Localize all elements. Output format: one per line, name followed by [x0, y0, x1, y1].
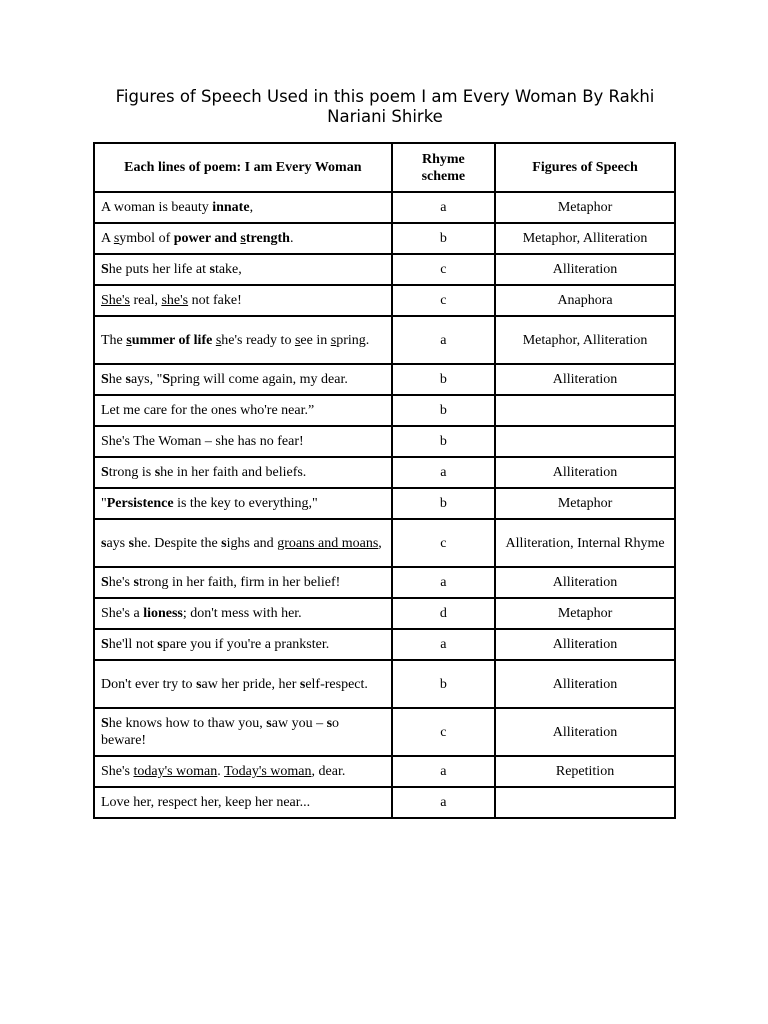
poem-line-cell — [95, 630, 393, 661]
figure-of-speech-cell: Metaphor, Alliteration — [496, 317, 674, 365]
poem-line-segment: s — [101, 535, 107, 551]
figures-of-speech-table — [93, 142, 676, 819]
figure-of-speech-cell: Alliteration — [496, 255, 674, 286]
poem-line-segment: elf-respect. — [305, 676, 368, 692]
figure-of-speech-cell: Alliteration — [496, 709, 674, 757]
rhyme-scheme-cell: a — [393, 317, 496, 365]
poem-line-segment: Let me care for the ones who're near.” — [101, 403, 315, 418]
poem-line-segment: s — [294, 332, 301, 348]
poem-line-segment: s — [154, 465, 161, 480]
rhyme-scheme-cell: b — [393, 489, 496, 520]
poem-line-segment: pring will come again, my dear. — [170, 372, 348, 387]
figure-of-speech-cell — [496, 788, 674, 817]
header-figures-of-speech: Figures of Speech — [496, 144, 674, 193]
rhyme-scheme-cell: b — [393, 365, 496, 396]
poem-line-segment: real, — [129, 293, 162, 308]
poem-line-segment: s — [326, 716, 333, 731]
table-row — [95, 661, 674, 709]
poem-line-segment: aw her pride, her — [201, 676, 300, 692]
poem-line-segment: he. Despite the — [134, 535, 222, 551]
poem-line-segment: Persistence — [106, 496, 174, 511]
poem-line-segment: She's — [101, 293, 130, 308]
poem-line-segment: pare you if you're a prankster. — [162, 637, 330, 652]
poem-line-segment: Today's woman — [224, 764, 312, 779]
poem-line-segment: s — [215, 332, 222, 348]
rhyme-scheme-cell: c — [393, 520, 496, 568]
poem-line-segment: She's a — [101, 606, 144, 621]
poem-line-segment: trong is — [108, 465, 155, 480]
poem-line-segment: s — [133, 575, 139, 590]
rhyme-scheme-cell: a — [393, 788, 496, 817]
poem-line-cell — [95, 396, 393, 427]
table-row — [95, 255, 674, 286]
poem-line-segment: Don't ever try to — [101, 676, 197, 692]
table-row — [95, 224, 674, 255]
poem-line-cell — [95, 661, 393, 709]
poem-line-segment: . — [289, 231, 294, 246]
poem-line-segment: is the key to everything," — [173, 496, 318, 511]
table-row — [95, 709, 674, 757]
poem-line-segment: Love her, respect her, keep her near... — [101, 795, 311, 810]
poem-line-segment: . — [217, 764, 225, 779]
poem-line-segment: S — [101, 575, 109, 590]
poem-line-segment: power and — [173, 231, 241, 246]
figure-of-speech-cell: Alliteration — [496, 661, 674, 709]
poem-line-segment: , — [378, 535, 382, 551]
poem-line-cell — [95, 757, 393, 788]
poem-line-segment: s — [299, 676, 306, 692]
poem-line-segment: pring. — [336, 332, 370, 348]
poem-line-cell — [95, 458, 393, 489]
poem-line-segment: ays — [106, 535, 129, 551]
poem-line-cell — [95, 788, 393, 817]
rhyme-scheme-cell: b — [393, 224, 496, 255]
header-rhyme-scheme: Rhyme scheme — [393, 144, 496, 193]
table-row — [95, 365, 674, 396]
poem-line-segment: groans and moans — [277, 535, 379, 551]
poem-line-segment: S — [101, 716, 109, 731]
table-row — [95, 630, 674, 661]
figure-of-speech-cell: Repetition — [496, 757, 674, 788]
poem-line-segment: trong in her faith, firm in her belief! — [138, 575, 341, 590]
poem-line-segment: he puts her life at — [108, 262, 210, 277]
figure-of-speech-cell: Metaphor, Alliteration — [496, 224, 674, 255]
figure-of-speech-cell — [496, 427, 674, 458]
poem-line-segment: s — [113, 231, 120, 246]
poem-line-segment: he's ready to — [221, 332, 295, 348]
poem-line-segment: s — [125, 372, 131, 387]
table-row — [95, 489, 674, 520]
poem-line-segment: s — [157, 637, 163, 652]
figure-of-speech-cell: Alliteration — [496, 630, 674, 661]
poem-line-segment: s — [240, 231, 246, 246]
table-row — [95, 458, 674, 489]
poem-line-segment: ; don't mess with her. — [182, 606, 302, 621]
table-row — [95, 396, 674, 427]
poem-line-segment: s — [266, 716, 272, 731]
poem-line-segment: She's The Woman – she has no fear! — [101, 434, 304, 449]
poem-line-segment: take, — [214, 262, 242, 277]
poem-line-segment: trength — [245, 231, 290, 246]
poem-line-cell — [95, 599, 393, 630]
poem-line-segment: S — [162, 372, 171, 387]
table-header-row — [95, 144, 674, 193]
poem-line-segment: o beware! — [101, 716, 340, 748]
figure-of-speech-cell: Metaphor — [496, 489, 674, 520]
poem-line-segment: ays, " — [130, 372, 163, 387]
rhyme-scheme-cell: c — [393, 709, 496, 757]
poem-line-segment: aw you – — [271, 716, 327, 731]
figure-of-speech-cell: Alliteration — [496, 568, 674, 599]
poem-line-cell — [95, 255, 393, 286]
poem-line-segment: s — [209, 262, 215, 277]
rhyme-scheme-cell: b — [393, 427, 496, 458]
poem-line-segment: ummer of life — [131, 332, 216, 348]
table-row — [95, 520, 674, 568]
table-body — [95, 193, 674, 817]
table-row — [95, 317, 674, 365]
poem-line-segment: S — [101, 372, 109, 387]
table-row — [95, 193, 674, 224]
poem-line-segment: S — [101, 465, 109, 480]
poem-line-cell — [95, 286, 393, 317]
poem-line-segment: ymbol of — [119, 231, 174, 246]
poem-line-segment: lioness — [143, 606, 183, 621]
rhyme-scheme-cell: c — [393, 255, 496, 286]
poem-line-segment: he — [108, 372, 126, 387]
rhyme-scheme-cell: a — [393, 757, 496, 788]
poem-line-segment: today's woman — [133, 764, 218, 779]
document-title — [94, 87, 676, 127]
poem-line-segment: s — [221, 535, 227, 551]
poem-line-segment: she's — [161, 293, 189, 308]
poem-line-segment: he knows how to thaw you, — [108, 716, 267, 731]
poem-line-cell — [95, 489, 393, 520]
header-poem-lines: Each lines of poem: I am Every Woman — [95, 144, 393, 193]
poem-line-cell — [95, 709, 393, 757]
poem-line-segment: innate — [212, 200, 250, 215]
poem-line-cell — [95, 193, 393, 224]
poem-line-segment: he'll not — [108, 637, 158, 652]
poem-line-segment: S — [101, 637, 109, 652]
figure-of-speech-cell: Anaphora — [496, 286, 674, 317]
figure-of-speech-cell: Alliteration — [496, 458, 674, 489]
rhyme-scheme-cell: d — [393, 599, 496, 630]
poem-line-segment: She's — [101, 764, 134, 779]
figure-of-speech-cell: Alliteration — [496, 365, 674, 396]
table-row — [95, 757, 674, 788]
poem-line-segment: The — [101, 332, 127, 348]
poem-line-cell — [95, 224, 393, 255]
poem-line-segment: S — [101, 262, 109, 277]
poem-line-segment: A — [101, 231, 114, 246]
poem-line-segment: he in her faith and beliefs. — [160, 465, 307, 480]
poem-line-segment: s — [126, 332, 132, 348]
rhyme-scheme-cell: a — [393, 630, 496, 661]
poem-line-cell — [95, 427, 393, 458]
rhyme-scheme-cell: b — [393, 661, 496, 709]
rhyme-scheme-cell: c — [393, 286, 496, 317]
figure-of-speech-cell: Metaphor — [496, 193, 674, 224]
poem-line-segment: ee in — [300, 332, 331, 348]
poem-line-segment: , — [249, 200, 254, 215]
rhyme-scheme-cell: b — [393, 396, 496, 427]
poem-line-segment: s — [196, 676, 202, 692]
table-row — [95, 599, 674, 630]
figure-of-speech-cell: Metaphor — [496, 599, 674, 630]
figure-of-speech-cell — [496, 396, 674, 427]
poem-line-cell — [95, 520, 393, 568]
table-row — [95, 427, 674, 458]
table-row — [95, 286, 674, 317]
poem-line-segment: A woman is beauty — [101, 200, 213, 215]
figure-of-speech-cell: Alliteration, Internal Rhyme — [496, 520, 674, 568]
document-title-line-2: Nariani Shirke — [327, 107, 443, 126]
poem-line-segment: ighs and — [226, 535, 278, 551]
rhyme-scheme-cell: a — [393, 568, 496, 599]
rhyme-scheme-cell: a — [393, 193, 496, 224]
poem-line-segment: not fake! — [188, 293, 242, 308]
table-row — [95, 568, 674, 599]
poem-line-cell — [95, 365, 393, 396]
poem-line-segment: s — [128, 535, 135, 551]
table-row — [95, 788, 674, 817]
poem-line-segment: he's — [108, 575, 134, 590]
poem-line-cell — [95, 568, 393, 599]
document-title-line-1: Figures of Speech Used in this poem I am Every Woman By Rakhi — [115, 87, 655, 106]
rhyme-scheme-cell: a — [393, 458, 496, 489]
poem-line-segment: s — [330, 332, 337, 348]
poem-line-segment: " — [101, 496, 107, 511]
poem-line-cell — [95, 317, 393, 365]
poem-line-segment: , dear. — [311, 764, 346, 779]
